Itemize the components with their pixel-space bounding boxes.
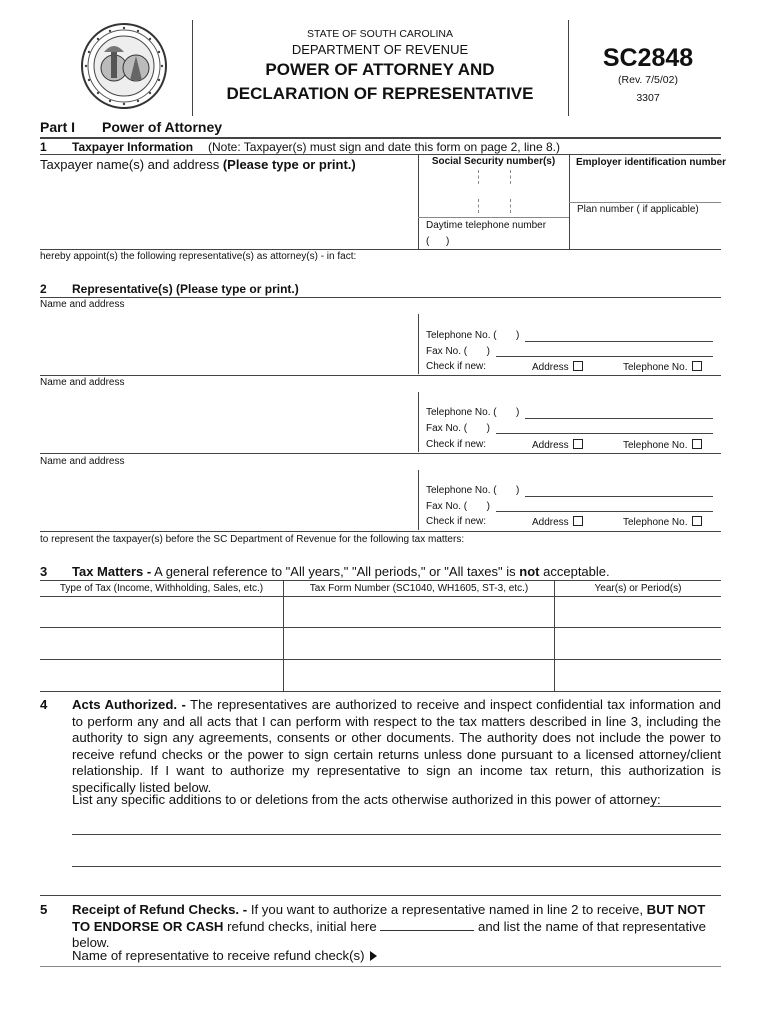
part-title: Power of Attorney [102, 119, 223, 135]
col-type-of-tax: Type of Tax (Income, Withholding, Sales, etc.) [59, 583, 264, 594]
rep2-check-label: Check if new: [426, 439, 487, 450]
line4-bottom-rule [40, 895, 721, 896]
line4-list-line-1[interactable] [72, 834, 721, 835]
form-title-line2: DECLARATION OF REPRESENTATIVE [226, 84, 534, 103]
tax-row-2[interactable] [41, 629, 721, 658]
ssn-field-1[interactable] [420, 168, 568, 188]
rep3-telephone-check[interactable] [623, 516, 702, 528]
rep1-check-label: Check if new: [426, 361, 487, 372]
form-code: 3307 [636, 92, 660, 104]
checkbox-icon[interactable] [573, 361, 583, 371]
ssn-field-2[interactable] [420, 197, 568, 217]
rep2-telephone-check[interactable] [623, 439, 702, 451]
taxpayer-name-label [40, 157, 356, 172]
ssn-bottom-rule [418, 217, 569, 218]
line1-note: (Note: Taxpayer(s) must sign and date this form on page 2, line 8.) [208, 140, 560, 154]
form-title-line1: POWER OF ATTORNEY AND [265, 60, 495, 79]
address-label: Address [532, 362, 569, 373]
represent-text: to represent the taxpayer(s) before the SC Department of Revenue for the following tax matters: [40, 534, 465, 545]
address-label: Address [532, 517, 569, 528]
col-tax-form-number: Tax Form Number (SC1040, WH1605, ST-3, etc.) [309, 583, 529, 594]
ein-field[interactable] [571, 170, 721, 200]
checkbox-icon[interactable] [573, 439, 583, 449]
rep2-name-label: Name and address [40, 377, 125, 388]
col-years-periods: Year(s) or Period(s) [594, 583, 682, 594]
rep3-bottom-rule [40, 531, 721, 532]
triangle-right-icon [370, 951, 377, 961]
line3-desc-prefix: A general reference to "All years," "All periods," or "All taxes" is [154, 564, 516, 579]
line5-paragraph [72, 902, 722, 952]
line3-table-bottom [40, 691, 721, 692]
line3-title: Tax Matters - [72, 564, 152, 579]
rep3-name-field[interactable] [40, 470, 414, 528]
daytime-phone-label: Daytime telephone number [426, 220, 547, 231]
tax-row-1[interactable] [41, 598, 721, 626]
form-revision: (Rev. 7/5/02) [618, 74, 678, 86]
telephone-label: Telephone No. [623, 517, 688, 528]
rep3-name-label: Name and address [40, 456, 125, 467]
rep2-address-check[interactable] [532, 439, 583, 451]
telephone-label: Telephone No. [623, 362, 688, 373]
line2-number: 2 [40, 282, 47, 296]
line3-heading [40, 564, 610, 579]
line4-text: The representatives are authorized to receive and inspect confidential tax information and to perform any and all acts that I can perform with respect to the tax matters described in line 3, including the authority to sign any agreements, consents or other documents. The authority does not include the power to receive refund checks or the power to sign certain returns unless done pursuant to a licensed attorney/client relationship. If I want to authorize my representative to sign an income tax return, this authorization is specifically listed below. [72, 697, 721, 795]
line5-bold: BUT NOT TO ENDORSE OR CASH [72, 902, 706, 934]
line3-number: 3 [40, 564, 48, 579]
line5-title: Receipt of Refund Checks. - [72, 902, 248, 917]
rep3-phone-label: Telephone No. ( ) [426, 485, 520, 496]
taxpayer-label-bold: (Please type or print.) [222, 157, 356, 172]
state-name: STATE OF SOUTH CAROLINA [306, 28, 454, 40]
rep1-address-check[interactable] [532, 361, 583, 373]
taxpayer-name-field[interactable] [40, 175, 416, 247]
telephone-label: Telephone No. [623, 440, 688, 451]
line3-desc-suffix: acceptable. [543, 564, 610, 579]
daytime-phone-field[interactable]: ( ) [426, 236, 450, 247]
line4-list-field[interactable] [650, 806, 721, 807]
line3-table-top [40, 580, 721, 581]
checkbox-icon[interactable] [573, 516, 583, 526]
line1-rule [40, 154, 721, 155]
rep1-name-label: Name and address [40, 299, 125, 310]
line1-number: 1 [40, 140, 47, 154]
line5-number: 5 [40, 902, 48, 917]
address-label: Address [532, 440, 569, 451]
line5-text3: and list the name of that representative below. [72, 918, 706, 950]
plan-number-label: Plan number ( if applicable) [577, 204, 699, 215]
rep1-fax-field[interactable] [496, 356, 713, 357]
line4-paragraph [72, 697, 721, 796]
tax-row-3[interactable] [41, 661, 721, 690]
rep1-bottom-rule [40, 375, 721, 376]
line4-list-line-2[interactable] [72, 866, 721, 867]
checkbox-icon[interactable] [692, 361, 702, 371]
rep2-bottom-rule [40, 453, 721, 454]
part-label: Part I [40, 119, 76, 135]
rep1-phone-label: Telephone No. ( ) [426, 330, 520, 341]
form-number: SC2848 [602, 44, 694, 72]
refund-initial-field[interactable] [380, 919, 474, 931]
ein-label: Employer identification number [576, 157, 727, 168]
taxpayer-col-divider [418, 154, 419, 249]
ssn-label: Social Security number(s) [431, 156, 556, 167]
rep3-phone-field[interactable] [525, 496, 713, 497]
rep1-name-field[interactable] [40, 314, 414, 372]
line3-desc-bold: not [519, 564, 540, 579]
line4-list-label: List any specific additions to or deletions from the acts otherwise authorized in this power of attorney: [72, 792, 661, 807]
line3-row1-rule [40, 627, 721, 628]
rep1-telephone-check[interactable] [623, 361, 702, 373]
department-name: DEPARTMENT OF REVENUE [291, 42, 469, 57]
line4-title: Acts Authorized. - [72, 697, 186, 712]
ein-rule [569, 202, 721, 203]
refund-rep-field[interactable] [40, 966, 721, 967]
state-seal-icon [80, 22, 168, 110]
refund-rep-label-text: Name of representative to receive refund check(s) [72, 948, 365, 963]
taxpayer-label-text: Taxpayer name(s) and address [40, 157, 220, 172]
line3-row2-rule [40, 659, 721, 660]
rep2-name-field[interactable] [40, 392, 414, 450]
plan-number-field[interactable] [571, 218, 721, 246]
refund-rep-label [72, 948, 377, 963]
rep2-fax-label: Fax No. ( ) [426, 423, 490, 434]
line3-header-rule [40, 596, 721, 597]
line5-text2: refund checks, initial here [227, 918, 377, 934]
rep3-check-label: Check if new: [426, 516, 487, 527]
rep3-address-check[interactable] [532, 516, 583, 528]
rep2-phone-field[interactable] [525, 418, 713, 419]
line1-title: Taxpayer Information [72, 140, 194, 154]
part-rule [40, 137, 721, 139]
line2-rule [40, 297, 721, 298]
rep3-fax-label: Fax No. ( ) [426, 501, 490, 512]
rep3-fax-field[interactable] [496, 511, 713, 512]
line5-text1: If you want to authorize a representative named in line 2 to receive, [250, 902, 643, 917]
rep1-fax-label: Fax No. ( ) [426, 346, 490, 357]
rep1-phone-field[interactable] [525, 341, 713, 342]
taxpayer-bottom-rule [40, 249, 721, 250]
appoint-text: hereby appoint(s) the following representative(s) as attorney(s) - in fact: [40, 251, 357, 262]
checkbox-icon[interactable] [692, 516, 702, 526]
rep2-fax-field[interactable] [496, 433, 713, 434]
line4-number: 4 [40, 697, 48, 712]
line2-title: Representative(s) (Please type or print.) [72, 282, 299, 296]
rep2-phone-label: Telephone No. ( ) [426, 407, 520, 418]
checkbox-icon[interactable] [692, 439, 702, 449]
